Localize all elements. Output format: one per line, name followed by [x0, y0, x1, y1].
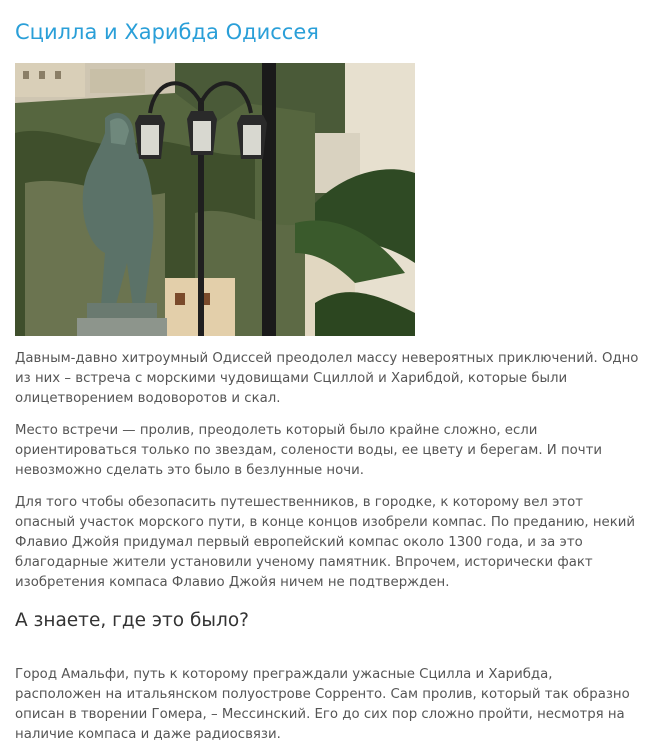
paragraph-intro: Давным-давно хитроумный Одиссей преодолел массу невероятных приключений. Одно из них – встреча с морскими чудовищами Сциллой и Харибдой, которые были олицетворением водоворотов и скал. — [15, 351, 639, 406]
article-title[interactable]: Сцилла и Харибда Одиссея — [15, 20, 319, 44]
section-heading: А знаете, где это было? — [15, 610, 249, 631]
paragraph-compass: Для того чтобы обезопасить путешественников, в городке, к которому вел этот опасный участок морского пути, в конце концов изобрели компас. По преданию, некий Флавио Джойя придумал первый европейский компас около 1300 года, и за это благодарные жители установили ученому памятник. Впрочем, исторически факт изобретения компаса Флавио Джойя ничем не подтвержден. — [15, 495, 636, 590]
article — [15, 0, 640, 745]
paragraph-amalfi: Город Амальфи, путь к которому преграждали ужасные Сцилла и Харибда, расположен на итальянском полуострове Сорренто. Сам пролив, который так образно описан в творении Гомера, – Мессинский. Его до сих пор сложно пройти, несмотря на наличие компаса и даже радиосвязи. — [15, 667, 630, 742]
paragraph-strait: Место встречи — пролив, преодолеть который было крайне сложно, если ориентироваться только по звездам, солености воды, ее цвету и берегам. И почти невозможно сделать это было в безлунные ночи. — [15, 423, 603, 478]
article-photo — [15, 63, 415, 336]
